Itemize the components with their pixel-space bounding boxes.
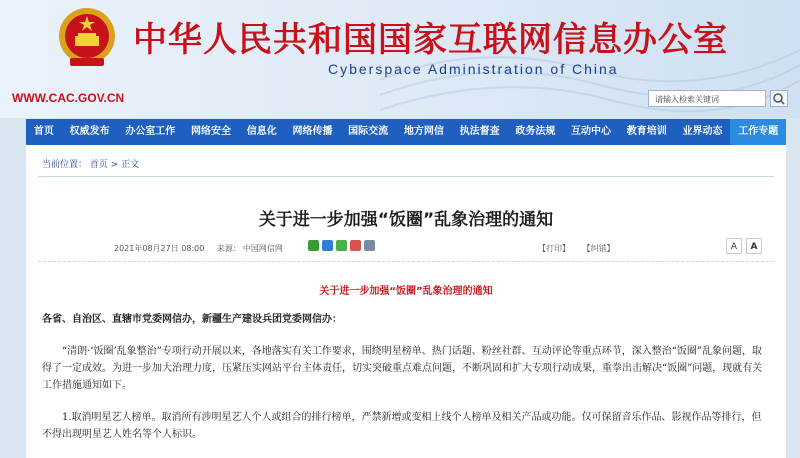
search-input[interactable]: 请输入检索关键词 — [648, 90, 766, 107]
share-weibo-icon[interactable] — [308, 240, 319, 251]
nav-item-1[interactable]: 权威发布 — [69, 126, 110, 137]
correct-link[interactable]: 【纠错】 — [582, 244, 615, 253]
article-panel — [26, 145, 786, 458]
divider — [38, 261, 774, 262]
article-salutation: 各省、自治区、直辖市党委网信办，新疆生产建设兵团党委网信办： — [42, 314, 342, 325]
nav-item-0[interactable]: 首页 — [33, 126, 54, 137]
site-url[interactable]: WWW.CAC.GOV.CN — [12, 91, 125, 105]
article-meta — [114, 243, 293, 254]
breadcrumb-label: 当前位置： — [42, 160, 88, 170]
article-source: 中国网信网 — [242, 244, 283, 253]
font-decrease-button[interactable]: A — [726, 238, 742, 254]
main-nav — [26, 119, 786, 145]
nav-item-11[interactable]: 教育培训 — [626, 126, 667, 137]
article-title: 关于进一步加强“饭圈”乱象治理的通知 — [258, 210, 554, 230]
nav-item-6[interactable]: 国际交流 — [348, 126, 389, 137]
share-more-icon[interactable] — [364, 240, 375, 251]
article-date: 2021年08月27日 08:00 — [114, 244, 205, 253]
breadcrumb-current: 正文 — [121, 160, 140, 170]
font-increase-button[interactable]: A — [746, 238, 762, 254]
breadcrumb — [42, 157, 139, 170]
article-tools — [538, 243, 615, 254]
article-subtitle: 关于进一步加强“饭圈”乱象治理的通知 — [319, 286, 493, 297]
share-bar — [308, 240, 375, 251]
article-paragraph: 1.取消明星艺人榜单。取消所有涉明星艺人个人或组合的排行榜单，严禁新增或变相上线个人榜单及相关产品或功能。仅可保留音乐作品、影视作品等排行，但不得出现明星艺人姓名等个人标识。 — [42, 412, 762, 440]
source-label: 来源： — [216, 244, 241, 253]
search-icon — [771, 91, 787, 106]
share-qzone-icon[interactable] — [322, 240, 333, 251]
breadcrumb-home[interactable]: 首页 — [89, 160, 108, 170]
divider — [38, 176, 774, 177]
article-paragraph: “清朗·‘饭圈’乱象整治”专项行动开展以来，各地落实有关工作要求，围绕明星榜单、热门话题、粉丝社群、互动评论等重点环节，深入整治“饭圈”乱象问题，取得了一定成效。为进一步加大治理力度，压紧压实网站平台主体责任，切实突破重点难点问题，不断巩固和扩大专项行动成果，重拳出击解决“饭圈”问题，现就有关工作措施通知如下。 — [42, 346, 763, 391]
nav-item-3[interactable]: 网络安全 — [191, 126, 232, 137]
print-link[interactable]: 【打印】 — [538, 244, 570, 253]
share-wechat-icon[interactable] — [336, 240, 347, 251]
site-title-english: Cyberspace Administration of China — [328, 61, 619, 77]
nav-item-9[interactable]: 政务法规 — [515, 126, 556, 137]
breadcrumb-separator: > — [110, 160, 119, 170]
nav-item-13[interactable]: 工作专题 — [730, 119, 786, 145]
nav-item-2[interactable]: 办公室工作 — [125, 126, 176, 137]
search-button[interactable] — [770, 90, 788, 107]
nav-item-12[interactable]: 业界动态 — [682, 126, 723, 137]
site-title: 中华人民共和国国家互联网信息办公室 — [133, 20, 728, 60]
nav-item-7[interactable]: 地方网信 — [403, 126, 444, 137]
nav-item-10[interactable]: 互动中心 — [571, 126, 612, 137]
national-emblem-icon — [56, 6, 118, 70]
nav-item-8[interactable]: 执法督查 — [459, 126, 500, 137]
site-header — [0, 0, 800, 118]
share-renren-icon[interactable] — [350, 240, 361, 251]
nav-item-5[interactable]: 网络传播 — [292, 126, 333, 137]
nav-item-4[interactable]: 信息化 — [246, 126, 277, 137]
